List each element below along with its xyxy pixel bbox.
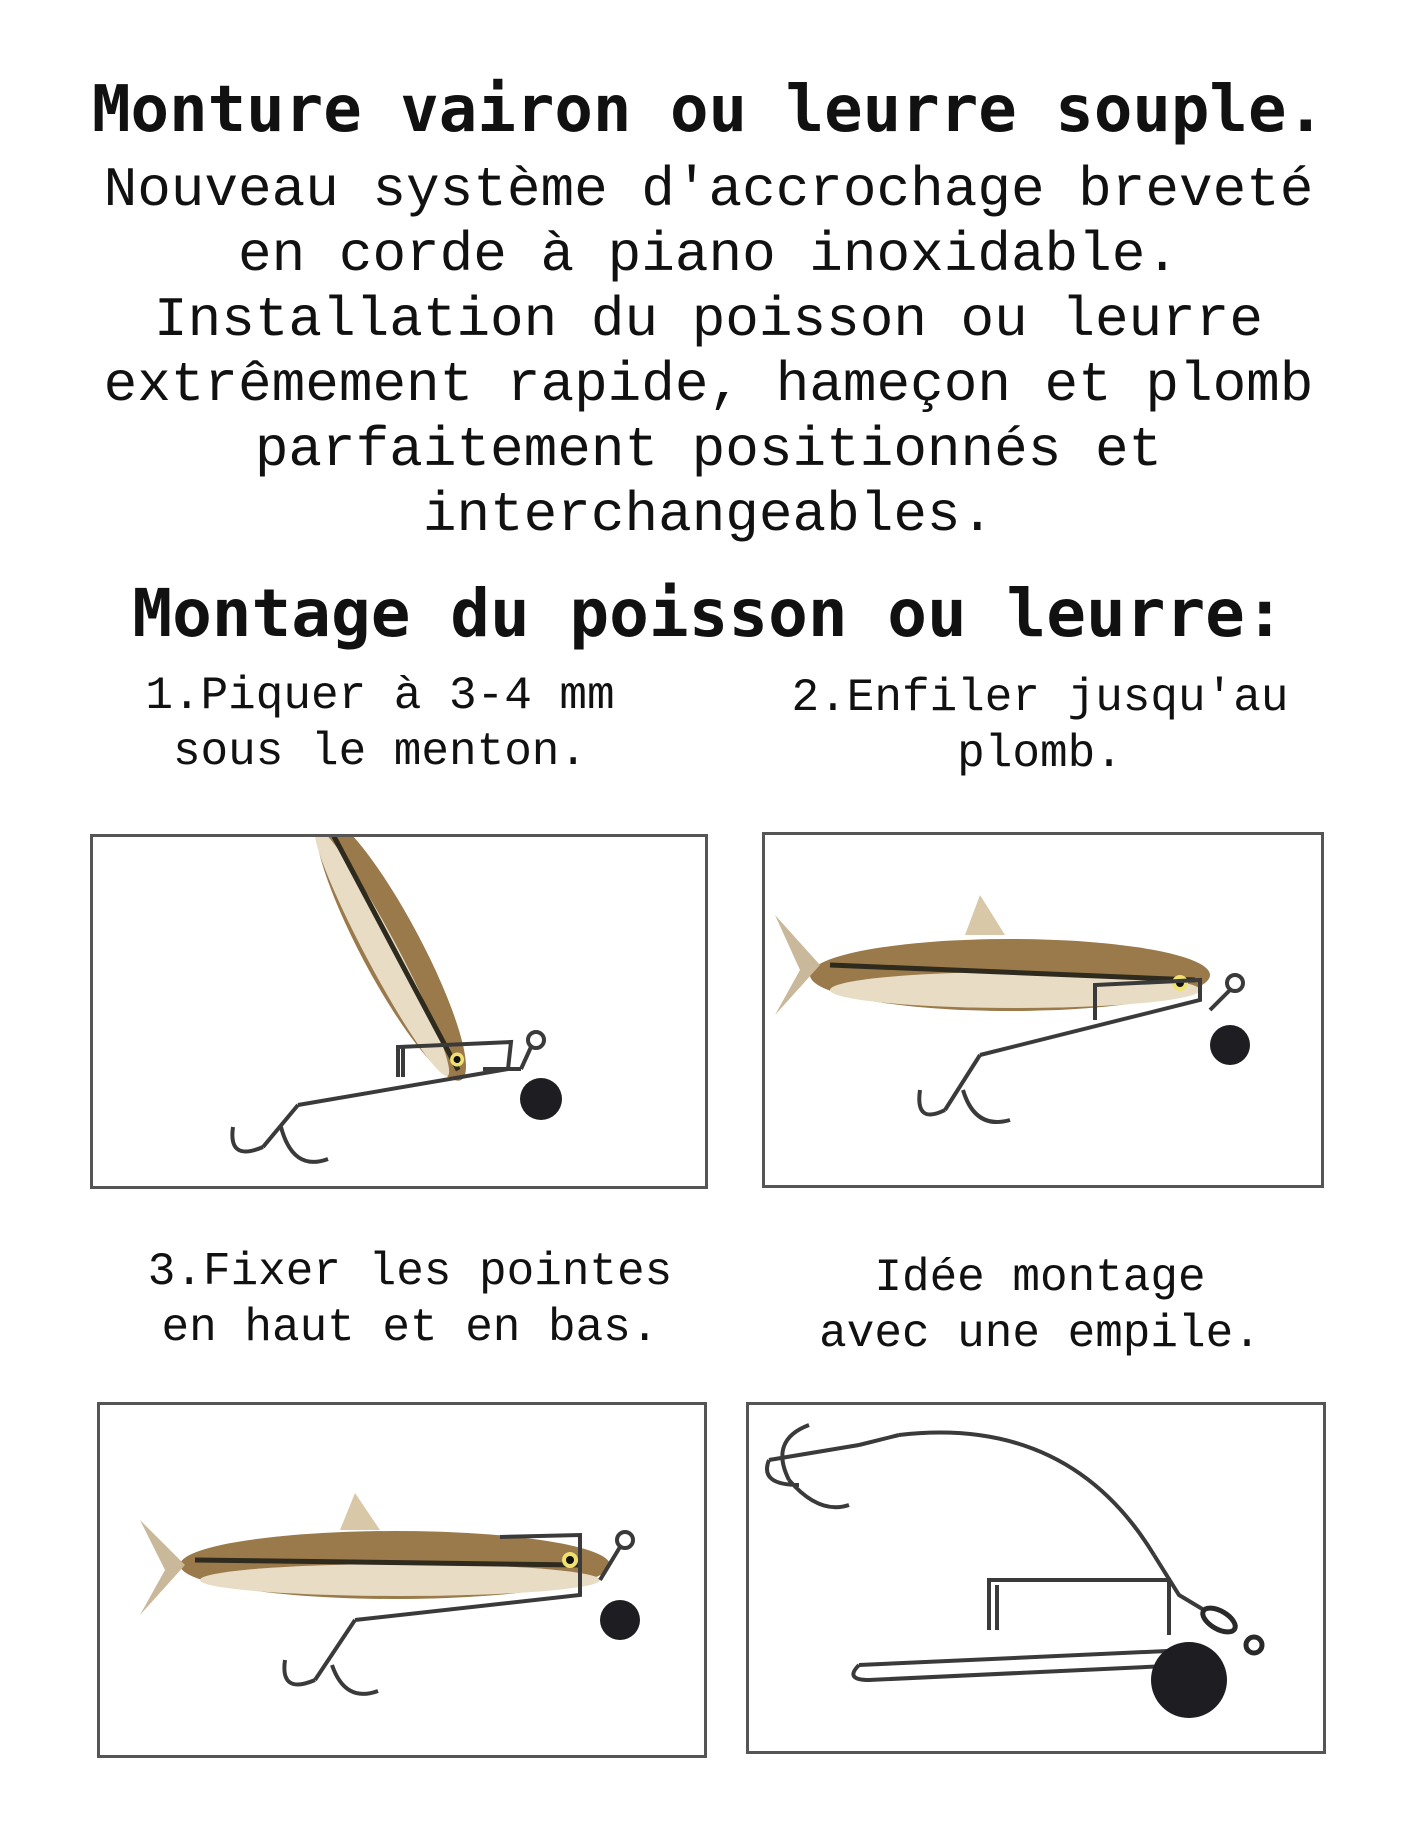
- photo-step-3: [97, 1402, 707, 1758]
- lead-weight: [600, 1600, 640, 1640]
- step-4-caption: [760, 1250, 1320, 1362]
- section-title: Montage du poisson ou leurre:: [132, 575, 1285, 652]
- intro-line: Nouveau système d'accrochage breveté: [103, 158, 1314, 222]
- step-2-line: 2.Enfiler jusqu'au: [791, 672, 1289, 724]
- photo-step-1: [90, 834, 708, 1189]
- fish-rig-illustration: [765, 835, 1321, 1185]
- step-4-line: Idée montage: [874, 1252, 1206, 1304]
- step-1-line: sous le menton.: [172, 726, 588, 778]
- lead-weight: [520, 1078, 562, 1120]
- step-3-line: 3.Fixer les pointes: [147, 1246, 673, 1298]
- swivel: [1199, 1603, 1262, 1653]
- rig-empile-illustration: [749, 1405, 1323, 1751]
- step-1-line: 1.Piquer à 3-4 mm: [145, 670, 615, 722]
- step-3-caption: [100, 1244, 720, 1356]
- fish: [270, 837, 487, 1094]
- photo-step-2: [762, 832, 1324, 1188]
- fish: [140, 1493, 610, 1615]
- step-2-line: plomb.: [957, 728, 1123, 780]
- lead-weight: [1151, 1642, 1227, 1718]
- intro-line: Installation du poisson ou leurre: [154, 288, 1263, 352]
- intro-line: extrêmement rapide, hameçon et plomb: [103, 353, 1314, 417]
- lead-weight: [1210, 1025, 1250, 1065]
- intro-line: en corde à piano inoxidable.: [238, 223, 1179, 287]
- intro-line: interchangeables.: [422, 483, 995, 547]
- fish-rig-illustration: [93, 837, 705, 1186]
- fish: [775, 895, 1210, 1015]
- photo-idea-empile: [746, 1402, 1326, 1754]
- step-1-caption: [100, 668, 660, 780]
- intro-line: parfaitement positionnés et: [254, 418, 1163, 482]
- step-3-line: en haut et en bas.: [161, 1302, 659, 1354]
- fish-rig-illustration: [100, 1405, 704, 1755]
- intro-text: [60, 158, 1357, 548]
- step-2-caption: [740, 670, 1340, 782]
- page-title: Monture vairon ou leurre souple.: [92, 73, 1325, 147]
- rig-wire: [232, 1032, 544, 1162]
- step-4-line: avec une empile.: [819, 1308, 1261, 1360]
- rig-wire: [767, 1425, 1204, 1680]
